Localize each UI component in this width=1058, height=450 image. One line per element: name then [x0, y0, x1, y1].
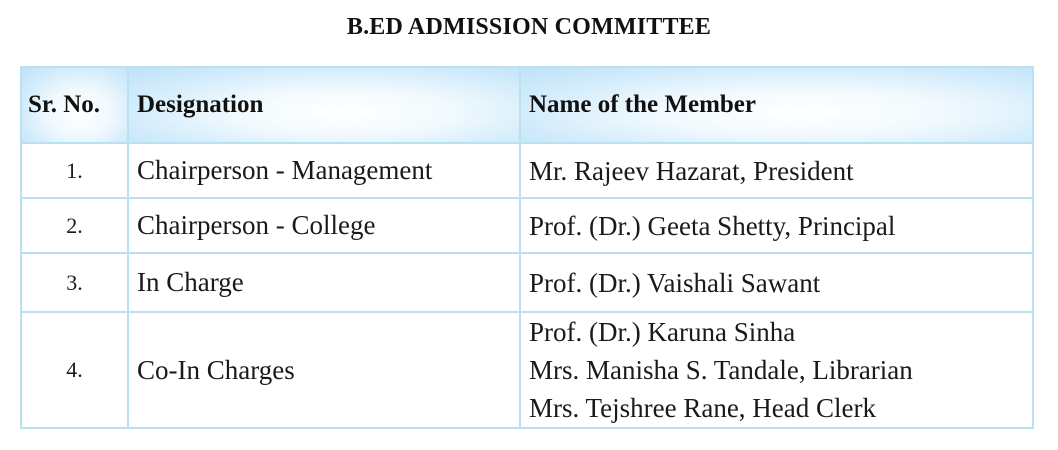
cell-sr-no: 4.	[21, 312, 128, 428]
cell-sr-no: 1.	[21, 143, 128, 198]
table-row	[21, 312, 1033, 428]
header-member-name: Name of the Member	[520, 67, 1033, 143]
member-name: Mrs. Manisha S. Tandale, Librarian	[529, 355, 913, 385]
table-row	[21, 253, 1033, 312]
cell-member-name	[520, 253, 1033, 312]
header-sr-no: Sr. No.	[21, 67, 128, 143]
cell-sr-no: 3.	[21, 253, 128, 312]
cell-member-name	[520, 312, 1033, 428]
table-row	[21, 198, 1033, 253]
member-name: Prof. (Dr.) Vaishali Sawant	[529, 267, 821, 298]
cell-designation: Co-In Charges	[128, 312, 520, 428]
member-name: Prof. (Dr.) Karuna Sinha	[529, 317, 796, 347]
document-title: B.ED ADMISSION COMMITTEE	[346, 14, 712, 40]
cell-designation: In Charge	[128, 253, 520, 312]
cell-member-name	[520, 198, 1033, 253]
cell-designation: Chairperson - Management	[128, 143, 520, 198]
cell-sr-no: 2.	[21, 198, 128, 253]
member-name: Mr. Rajeev Hazarat, President	[529, 155, 854, 186]
cell-member-name	[520, 143, 1033, 198]
committee-table	[20, 66, 1034, 429]
member-name: Prof. (Dr.) Geeta Shetty, Principal	[529, 210, 896, 241]
member-name: Mrs. Tejshree Rane, Head Clerk	[529, 393, 877, 423]
cell-designation: Chairperson - College	[128, 198, 520, 253]
header-designation: Designation	[128, 67, 520, 143]
table-header-row	[21, 67, 1033, 143]
table-row	[21, 143, 1033, 198]
